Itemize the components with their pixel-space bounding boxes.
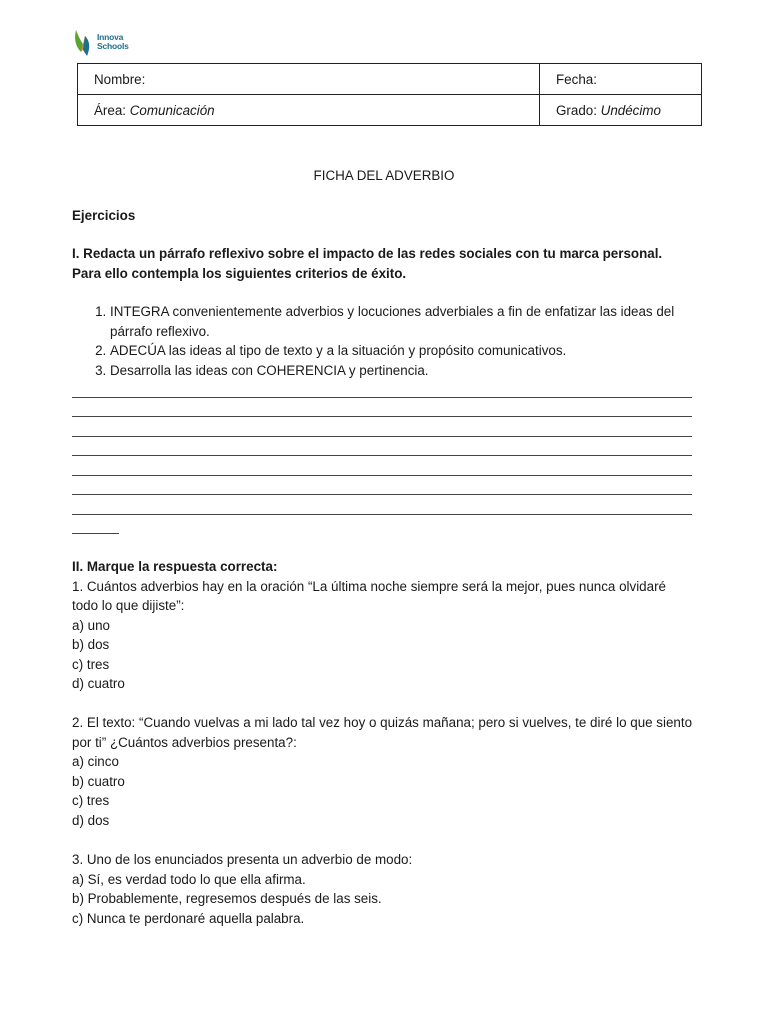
writing-line[interactable] — [72, 514, 692, 515]
writing-line[interactable] — [72, 494, 692, 495]
writing-line[interactable] — [72, 455, 692, 456]
writing-line[interactable] — [72, 436, 692, 437]
criteria-list-container — [72, 302, 694, 380]
q2-option-d[interactable]: d) dos — [72, 812, 110, 828]
writing-line[interactable] — [72, 397, 692, 398]
grado-cell — [540, 95, 702, 126]
nombre-label: Nombre: — [94, 71, 146, 87]
q1-option-b[interactable]: b) dos — [72, 637, 110, 652]
writing-line[interactable] — [72, 533, 119, 534]
criteria-item: 1. INTEGRA convenientemente adverbios y locuciones adverbiales a fin de enfatizar las ideas del párrafo reflexivo. — [110, 302, 694, 341]
q2-option-b[interactable]: b) cuatro — [72, 773, 125, 789]
writing-line[interactable] — [72, 416, 692, 417]
criteria-list — [72, 302, 694, 380]
area-cell — [78, 95, 540, 126]
area-value: Comunicación — [129, 102, 215, 118]
part1-instruction: I. Redacta un párrafo reflexivo sobre el impacto de las redes sociales con tu marca personal. Para ello contempla los siguientes criterios de éxito. — [72, 246, 663, 281]
question-2-block — [72, 713, 694, 830]
q1-option-a[interactable]: a) uno — [72, 617, 110, 633]
school-logo — [73, 28, 137, 60]
question-3-block — [72, 850, 694, 928]
logo-line2: Schools — [97, 41, 129, 51]
page-title: FICHA DEL ADVERBIO — [313, 168, 455, 183]
fecha-cell[interactable] — [540, 64, 702, 95]
area-label: Área: — [94, 102, 130, 118]
grado-value: Undécimo — [600, 102, 661, 118]
q3-option-c[interactable]: c) Nunca te perdonaré aquella palabra. — [72, 910, 305, 926]
criteria-item: 2. ADECÚA las ideas al tipo de texto y a la situación y propósito comunicativos. — [110, 341, 694, 361]
logo-line1: Innova — [97, 32, 124, 42]
part2-heading: II. Marque la respuesta correcta: — [72, 559, 278, 574]
nombre-cell[interactable] — [78, 64, 540, 95]
student-info-table — [77, 63, 702, 126]
leaf-logo-icon — [73, 28, 97, 60]
q3-option-b[interactable]: b) Probablemente, regresemos después de las seis. — [72, 891, 382, 906]
q2-option-a[interactable]: a) cinco — [72, 754, 119, 769]
question-1-text: 1. Cuántos adverbios hay en la oración “La última noche siempre será la mejor, pues nunca olvidaré todo lo que dijiste”: — [72, 578, 666, 613]
section-heading: Ejercicios — [72, 208, 136, 223]
q1-option-c[interactable]: c) tres — [72, 656, 110, 672]
grado-label: Grado: — [556, 102, 601, 118]
fecha-label: Fecha: — [556, 71, 597, 87]
q2-option-c[interactable]: c) tres — [72, 793, 110, 808]
criteria-item: 3. Desarrolla las ideas con COHERENCIA y pertinencia. — [110, 361, 694, 381]
question-2-text: 2. El texto: “Cuando vuelvas a mi lado tal vez hoy o quizás mañana; pero si vuelves, te diré lo que siento por ti” ¿Cuántos adverbios presenta?: — [72, 715, 693, 750]
part2-block — [72, 557, 694, 694]
q3-option-a[interactable]: a) Sí, es verdad todo lo que ella afirma. — [72, 871, 306, 887]
q1-option-d[interactable]: d) cuatro — [72, 676, 125, 691]
logo-text — [97, 33, 129, 51]
question-3-text: 3. Uno de los enunciados presenta un adverbio de modo: — [72, 852, 413, 867]
writing-line[interactable] — [72, 475, 692, 476]
